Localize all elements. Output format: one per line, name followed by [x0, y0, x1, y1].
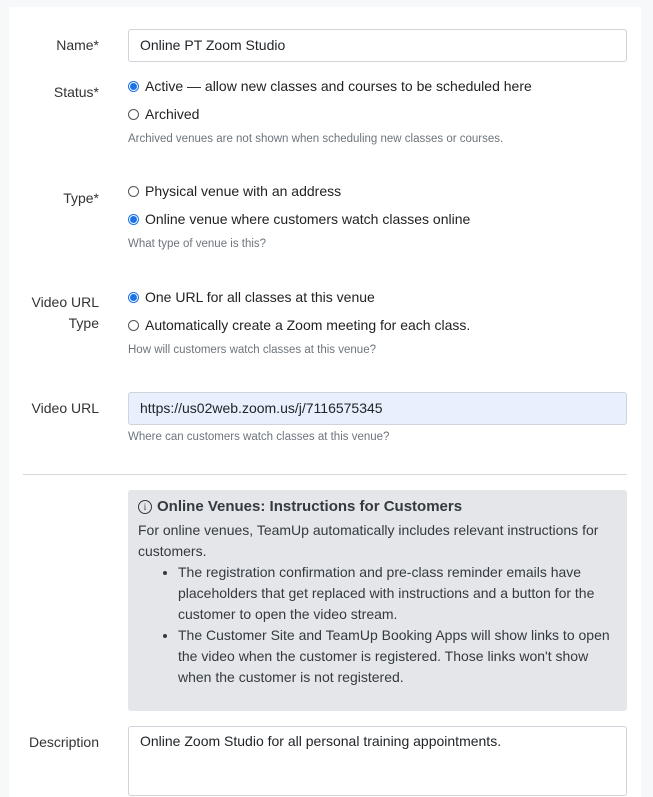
description-textarea[interactable]: Online Zoom Studio for all personal training appointments.	[128, 726, 627, 796]
info-box-title-text: Online Venues: Instructions for Customers	[157, 498, 463, 515]
video-url-type-label-line2: Type	[68, 315, 99, 331]
video-url-type-option-auto-zoom[interactable]	[128, 314, 627, 336]
video-url-input[interactable]: https://us02web.zoom.us/j/7116575345	[128, 392, 627, 425]
status-option-archived[interactable]	[128, 103, 627, 125]
status-option-active[interactable]	[128, 75, 627, 97]
video-url-type-option-one-url[interactable]	[128, 286, 627, 308]
radio-checked-icon[interactable]	[128, 292, 139, 303]
video-url-type-option-auto-zoom-label: Automatically create a Zoom meeting for each class.	[145, 317, 471, 333]
type-option-physical[interactable]	[128, 180, 627, 202]
status-option-active-label: Active — allow new classes and courses to be scheduled here	[145, 78, 532, 94]
venue-form-card	[9, 7, 641, 797]
type-label: Type*	[63, 190, 99, 206]
type-option-online[interactable]	[128, 208, 627, 230]
info-box-intro: For online venues, TeamUp automatically includes relevant instructions for customers.	[138, 522, 599, 559]
info-box-title	[138, 497, 617, 517]
status-help: Archived venues are not shown when scheduling new classes or courses.	[128, 133, 504, 145]
info-box-bullets	[138, 562, 617, 688]
online-venues-info-box	[128, 490, 627, 711]
type-option-online-label: Online venue where customers watch classes online	[145, 211, 471, 227]
radio-checked-icon[interactable]	[128, 81, 139, 92]
section-divider	[23, 474, 627, 475]
radio-checked-icon[interactable]	[128, 214, 139, 225]
video-url-type-option-one-url-label: One URL for all classes at this venue	[145, 289, 375, 305]
name-input[interactable]: Online PT Zoom Studio	[128, 29, 627, 62]
type-help: What type of venue is this?	[128, 238, 267, 250]
radio-unchecked-icon[interactable]	[128, 320, 139, 331]
video-url-type-help: How will customers watch classes at this venue?	[128, 344, 376, 356]
video-url-type-label-line1: Video URL	[31, 294, 99, 310]
status-option-archived-label: Archived	[145, 106, 200, 122]
name-label: Name*	[56, 37, 99, 53]
video-url-label: Video URL	[31, 400, 99, 416]
info-box-bullet: • The Customer Site and TeamUp Booking Apps will show links to open the video when the customer is registered. Those links won't show when the customer is not registered.	[178, 625, 617, 688]
status-label: Status*	[53, 84, 99, 100]
video-url-help: Where can customers watch classes at this venue?	[128, 431, 390, 443]
info-circle-icon: i	[138, 500, 152, 514]
description-label: Description	[28, 734, 99, 750]
video-url-type-label	[9, 292, 99, 334]
info-box-bullet: • The registration confirmation and pre-class reminder emails have placeholders that get replaced with instructions and a button for the customer to open the video stream.	[178, 562, 617, 625]
radio-unchecked-icon[interactable]	[128, 186, 139, 197]
radio-unchecked-icon[interactable]	[128, 109, 139, 120]
type-option-physical-label: Physical venue with an address	[145, 183, 342, 199]
